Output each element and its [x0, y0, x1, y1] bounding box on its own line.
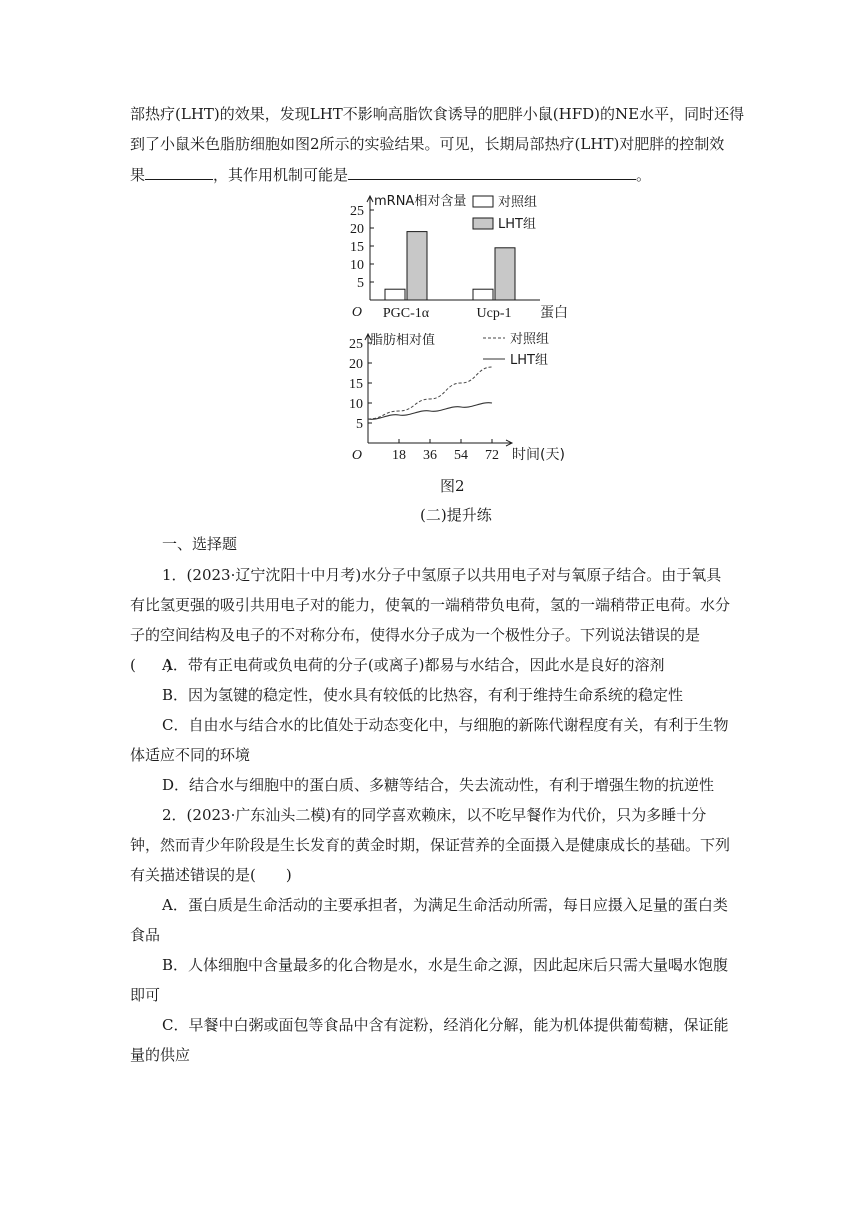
x-tick-label: 72	[485, 448, 499, 463]
origin-label: O	[351, 448, 362, 463]
answer-blank-2[interactable]	[348, 164, 636, 180]
question-1-option-b[interactable]: B．因为氢键的稳定性，使水具有较低的比热容，有利于维持生命系统的稳定性	[162, 686, 684, 704]
y-tick-label: 5	[357, 276, 364, 291]
legend-label-control: 对照组	[498, 195, 538, 210]
legend-label-control: 对照组	[510, 332, 550, 347]
question-2-option-a[interactable]: A．蛋白质是生命活动的主要承担者，为满足生命活动所需，每日应摄入足量的蛋白类食品	[130, 896, 728, 944]
x-tick-label: 18	[392, 448, 406, 463]
bar	[473, 289, 493, 300]
intro-line-2: 到了小鼠米色脂肪细胞如图2所示的实验结果。可见，长期局部热疗(LHT)对肥胖的控制效	[130, 135, 725, 153]
intro-text-b: ，其作用机制可能是	[213, 166, 349, 184]
legend-label-lht: LHT组	[498, 217, 536, 232]
question-2-stem: 2．(2023·广东汕头二模)有的同学喜欢赖床，以不吃早餐作为代价，只为多睡十分钟，然而青少年阶段是生长发育的黄金时期，保证营养的全面摄入是健康成长的基础。下列有关描述错误的是( )	[130, 806, 731, 884]
question-1-option-d[interactable]: D．结合水与细胞中的蛋白质、多糖等结合，失去流动性，有利于增强生物的抗逆性	[162, 776, 715, 794]
x-tick-label: 54	[454, 448, 468, 463]
line-chart	[340, 326, 580, 466]
y-tick-label: 15	[349, 377, 363, 392]
y-tick-label: 15	[350, 240, 364, 255]
x-axis-title: 蛋白	[540, 305, 568, 321]
intro-text-a: 果	[130, 166, 146, 184]
question-1-option-c[interactable]: C．自由水与结合水的比值处于动态变化中，与细胞的新陈代谢程度有关，有利于生物体适应不同的环境	[130, 716, 729, 764]
x-tick-label: Ucp-1	[476, 306, 512, 321]
intro-line-1: 部热疗(LHT)的效果，发现LHT不影响高脂饮食诱导的肥胖小鼠(HFD)的NE水平，同时还得	[130, 105, 745, 123]
x-axis-title: 时间(天)	[512, 447, 565, 463]
legend-swatch-lht	[473, 218, 493, 229]
bar-chart	[340, 188, 580, 323]
bar	[407, 232, 427, 300]
bar	[385, 289, 405, 300]
section-subtitle: 一、选择题	[162, 535, 238, 553]
question-1-option-a[interactable]: A．带有正电荷或负电荷的分子(或离子)都易与水结合，因此水是良好的溶剂	[162, 656, 665, 674]
y-tick-label: 20	[350, 222, 364, 237]
section-title: (二)提升练	[420, 506, 492, 524]
intro-text-c: 。	[636, 166, 652, 184]
question-2-option-b[interactable]: B．人体细胞中含量最多的化合物是水，水是生命之源，因此起床后只需大量喝水饱腹即可	[130, 956, 729, 1004]
y-tick-label: 5	[356, 417, 363, 432]
x-tick-label: 36	[423, 448, 437, 463]
x-tick-label: PGC-1α	[382, 306, 430, 321]
y-tick-label: 20	[349, 357, 363, 372]
y-tick-label: 10	[350, 258, 364, 273]
bar	[495, 248, 515, 300]
intro-line-3	[130, 164, 651, 185]
legend-swatch-control	[473, 196, 493, 207]
answer-blank-1[interactable]	[145, 164, 213, 180]
legend-label-lht: LHT组	[510, 353, 548, 368]
question-2-option-c[interactable]: C．早餐中白粥或面包等食品中含有淀粉，经消化分解，能为机体提供葡萄糖，保证能量的供应	[130, 1016, 729, 1064]
y-tick-label: 25	[349, 337, 363, 352]
y-axis-title: 脂肪相对值	[370, 333, 436, 348]
question-1-stem: 1．(2023·辽宁沈阳十中月考)水分子中氢原子以共用电子对与氧原子结合。由于氧具有比氢更强的吸引共用电子对的能力，使氧的一端稍带负电荷，氢的一端稍带正电荷。水分子的空间结构及电子的不对称分布，使得水分子成为一个极性分子。下列说法错误的是( )	[130, 566, 731, 674]
y-tick-label: 25	[350, 204, 364, 219]
y-tick-label: 10	[349, 397, 363, 412]
series-line-lht	[368, 403, 492, 420]
figure-caption: 图2	[440, 477, 465, 495]
origin-label: O	[351, 305, 362, 320]
y-axis-title: mRNA相对含量	[374, 194, 467, 209]
